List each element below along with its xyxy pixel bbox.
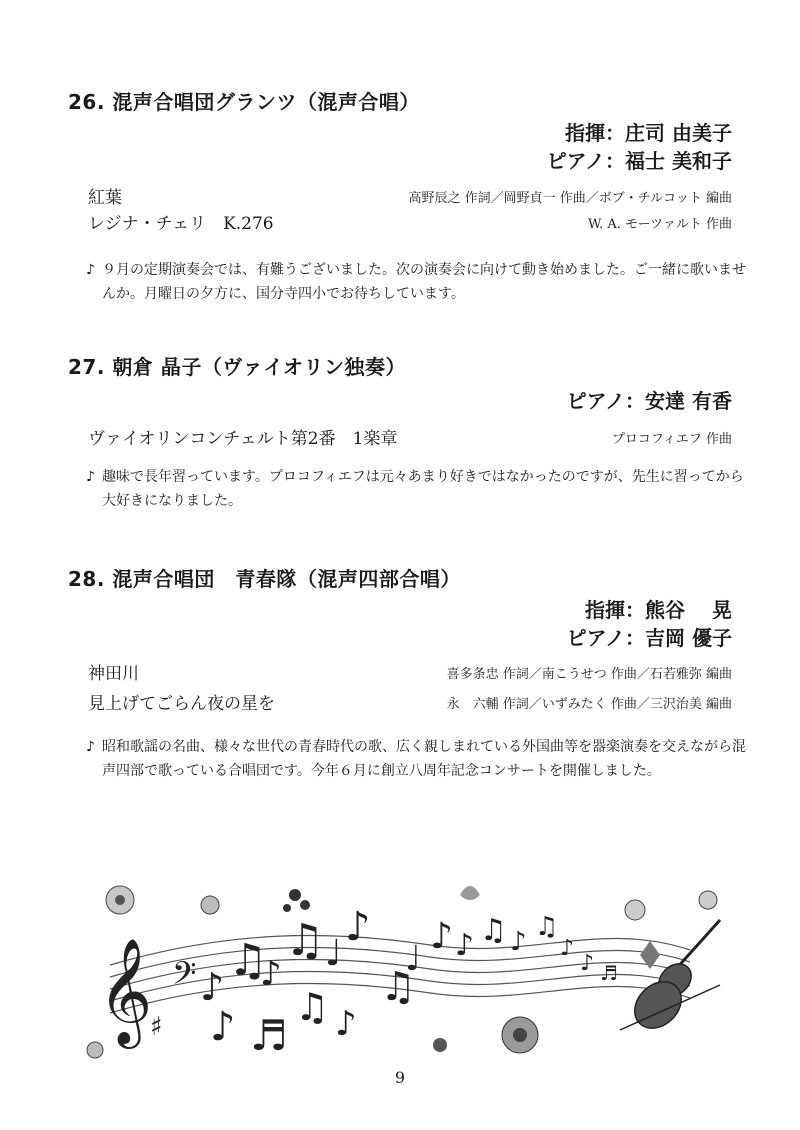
- section-26-piece-1-title: 紅葉: [88, 188, 122, 208]
- svg-text:♪: ♪: [430, 916, 453, 957]
- svg-text:♪: ♪: [580, 951, 595, 976]
- svg-text:♪: ♪: [260, 954, 282, 994]
- svg-text:♫: ♫: [228, 935, 268, 986]
- section-28-note: [86, 735, 752, 783]
- section-26-piece-2-composer: W. A. モーツァルト 作曲: [588, 217, 732, 232]
- section-26-pianist: ピアノ：福士 美和子: [546, 149, 732, 173]
- section-26-note: [86, 258, 752, 306]
- svg-text:♩: ♩: [325, 933, 342, 974]
- section-27-piece-1-composer: プロコフィエフ 作曲: [611, 432, 732, 447]
- violin-icon: [620, 920, 720, 1038]
- svg-text:♫: ♫: [285, 915, 325, 966]
- section-28-piece-2-composer: 永 六輔 作詞／いずみたく 作曲／三沢治美 編曲: [446, 697, 732, 712]
- svg-text:♪: ♪: [510, 927, 527, 957]
- treble-clef-icon: 𝄞: [98, 937, 153, 1044]
- section-26-piece-2-title: レジナ・チェリ K.276: [88, 214, 274, 234]
- section-27-note: [86, 465, 752, 513]
- section-27-piece-1-title: ヴァイオリンコンチェルト第2番 1楽章: [88, 429, 398, 449]
- section-27-pianist: ピアノ：安達 有香: [566, 389, 732, 413]
- svg-text:♪: ♪: [210, 1004, 236, 1050]
- svg-text:♬: ♬: [250, 1011, 288, 1060]
- music-note-icon: ♪: [86, 469, 95, 485]
- section-26-conductor: 指揮：庄司 由美子: [565, 121, 732, 145]
- section-28-note-text: 昭和歌謡の名曲、様々な世代の青春時代の歌、広く親しまれている外国曲等を器楽演奏を交えながら混声四部で歌っている合唱団です。今年６月に創立八周年記念コンサートを開催しました。: [102, 739, 746, 779]
- section-26-title: 26. 混声合唱団グランツ（混声合唱）: [68, 90, 420, 114]
- svg-text:♪: ♪: [560, 936, 575, 961]
- music-notes-violin-flowers-illustration: [80, 860, 740, 1060]
- svg-text:♫: ♫: [380, 964, 416, 1010]
- svg-text:♩: ♩: [405, 939, 422, 979]
- music-note-icon: ♪: [86, 739, 95, 755]
- section-28-pianist: ピアノ：吉岡 優子: [566, 626, 732, 650]
- svg-text:♫: ♫: [295, 985, 330, 1029]
- section-28-title: 28. 混声合唱団 青春隊（混声四部合唱）: [68, 567, 461, 591]
- section-28-piece-2-title: 見上げてごらん夜の星を: [88, 694, 275, 714]
- svg-text:♫: ♫: [480, 913, 507, 948]
- svg-text:♪: ♪: [335, 1004, 357, 1044]
- music-notes: [200, 904, 618, 1060]
- music-note-icon: ♪: [86, 262, 95, 278]
- svg-text:♫: ♫: [535, 912, 559, 942]
- svg-text:♬: ♬: [600, 961, 618, 985]
- section-26-note-text: ９月の定期演奏会では、有難うございました。次の演奏会に向けて動き始めました。ご一緒に歌いませんか。月曜日の夕方に、国分寺四小でお待ちしています。: [102, 262, 746, 302]
- section-28-conductor: 指揮：熊谷 晃: [585, 598, 732, 622]
- bass-clef-icon: 𝄢: [172, 955, 197, 999]
- section-28-piece-1-composer: 喜多条忠 作詞／南こうせつ 作曲／石若雅弥 編曲: [446, 667, 732, 682]
- section-27-note-text: 趣味で長年習っています。プロコフィエフは元々あまり好きではなかったのですが、先生に習ってから大好きになりました。: [102, 469, 744, 509]
- svg-text:♪: ♪: [200, 965, 225, 1009]
- section-27-title: 27. 朝倉 晶子（ヴァイオリン独奏）: [68, 355, 407, 379]
- page-number: 9: [394, 1068, 406, 1087]
- svg-text:♪: ♪: [345, 904, 371, 950]
- svg-text:♪: ♪: [455, 928, 475, 963]
- section-26-piece-1-composer: 高野辰之 作詞／岡野貞一 作曲／ボブ・チルコット 編曲: [408, 191, 732, 206]
- section-28-piece-1-title: 神田川: [88, 664, 139, 684]
- sharp-icon: ♯: [150, 1012, 163, 1042]
